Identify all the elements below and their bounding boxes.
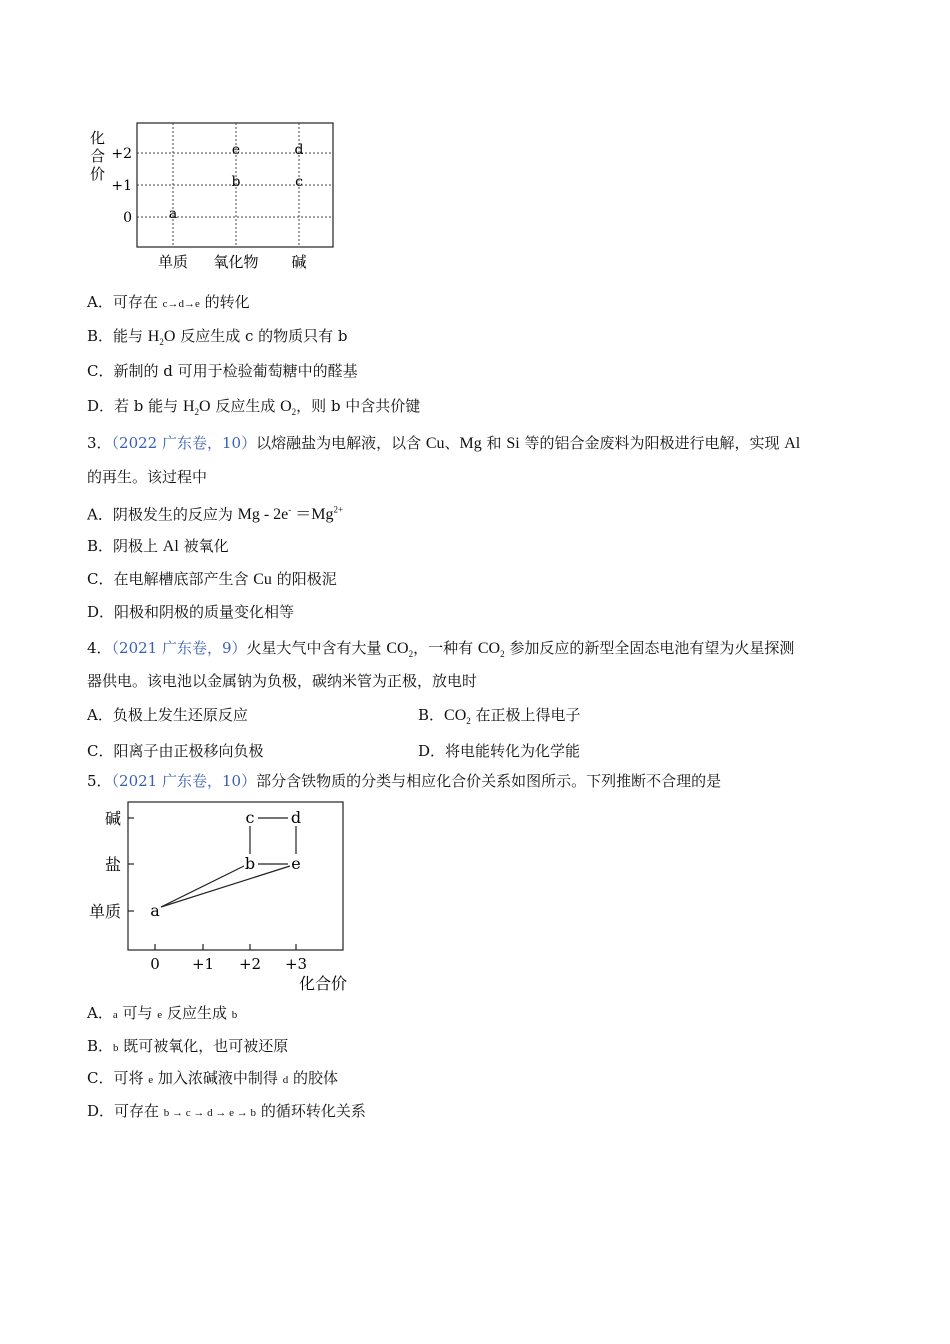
- q2-d-suffix: ，则 b 中含共价键: [296, 397, 421, 415]
- q2-d-mid: 反应生成: [210, 397, 281, 415]
- q4-option-a: A．负极上发生还原反应: [87, 706, 248, 724]
- q5-option-a: [87, 1002, 237, 1026]
- co2-co: CO: [386, 640, 409, 657]
- chart2-xtick: 0: [150, 955, 160, 973]
- valence-chart-2: [85, 798, 375, 998]
- co2-co: CO: [477, 640, 501, 657]
- q3-sep: 、: [444, 434, 460, 452]
- q5-c-p1: C．可将: [87, 1069, 149, 1087]
- q5-a-b: b: [231, 1009, 238, 1021]
- formula-o2: [280, 398, 297, 418]
- q5-option-d: [87, 1100, 366, 1124]
- q3-si: Si: [506, 435, 520, 452]
- q3-cu: Cu: [425, 435, 445, 452]
- q4-b-suffix: 在正极上得电子: [470, 706, 581, 724]
- q4-number: 4．: [87, 639, 112, 657]
- q5-d-chain: b → c → d → e → b: [163, 1107, 257, 1119]
- q5-c-e: e: [148, 1074, 154, 1086]
- chart2-point-a: a: [150, 901, 160, 920]
- eq-sup-2: 2+: [333, 505, 344, 515]
- q5-option-c: [87, 1067, 338, 1091]
- q3-mg: Mg: [459, 435, 482, 452]
- q3-a-prefix: A．阴极发生的反应为: [87, 505, 238, 524]
- h2o-h: H: [147, 328, 160, 345]
- chart1-ytick: +1: [111, 178, 132, 194]
- q5-a-p1: A．: [87, 1004, 113, 1022]
- chart1-ylabel-char-2: 合: [90, 147, 106, 165]
- q2-a-chain: c→d→e: [162, 298, 200, 310]
- q4-option-b: [418, 704, 581, 732]
- q4-b-prefix: B．: [418, 706, 445, 724]
- formula-h2o: [147, 328, 176, 348]
- q2-option-d: [87, 395, 420, 423]
- q4-text-3: 参加反应的新型全固态电池有望为火星探测: [504, 639, 795, 657]
- chart2-point-e: e: [291, 854, 301, 873]
- q5-a-p2: 可与: [117, 1004, 158, 1022]
- q2-option-a: [87, 291, 250, 315]
- q3-text-2: 等的铝合金废料为阳极进行电解，实现: [519, 434, 785, 452]
- co2-co: CO: [444, 707, 467, 724]
- chart1-ylabel-char-3: 价: [90, 165, 106, 183]
- eq-sup-1: -: [288, 505, 292, 515]
- q5-c-p3: 的胶体: [288, 1069, 338, 1087]
- q5-a-e: e: [157, 1009, 163, 1021]
- chart1-ylabel-char-1: 化: [90, 129, 106, 147]
- chart2-frame: [128, 802, 343, 950]
- q3-text-1: 以熔融盐为电解液，以含: [256, 434, 426, 452]
- co2-sub: 2: [408, 649, 414, 660]
- chart1-point-c: c: [295, 174, 303, 190]
- eq-part-1: Mg - 2e: [237, 506, 289, 524]
- q5-b-b: b: [113, 1042, 119, 1054]
- q2-a-prefix: A．可存在: [87, 293, 163, 311]
- q5-c-d: d: [282, 1074, 289, 1086]
- q4-stem-line-1: [87, 637, 794, 665]
- q5-text: 部分含铁物质的分类与相应化合价关系如图所示。下列推断不合理的是: [256, 772, 722, 790]
- chart1-xcat: 单质: [157, 253, 189, 271]
- chart1-ytick: 0: [123, 210, 132, 226]
- q3-stem-line-2: 的再生。该过程中: [87, 468, 208, 486]
- co2-sub: 2: [466, 716, 471, 727]
- chart2-link-a-e: [161, 866, 290, 907]
- chart2-ycat: 单质: [88, 902, 121, 921]
- q5-b-p2: 既可被氧化，也可被还原: [118, 1037, 289, 1055]
- q5-source: （2021 广东卷，10）: [111, 772, 257, 790]
- q4-option-d: D．将电能转化为化学能: [418, 742, 581, 760]
- q3-c-prefix: C．在电解槽底部产生含: [87, 570, 254, 588]
- co2-sub: 2: [500, 649, 505, 660]
- chart2-xtick: +3: [284, 955, 308, 973]
- q5-d-p1: D．可存在: [87, 1102, 164, 1120]
- q5-number: 5．: [87, 772, 112, 790]
- q3-option-c: [87, 568, 337, 591]
- chart2-xlabel: 化合价: [298, 974, 348, 993]
- q5-option-b: [87, 1035, 288, 1059]
- q4-stem-line-2: 器供电。该电池以金属钠为负极，碳纳米管为正极，放电时: [87, 672, 478, 690]
- chart2-point-b: b: [244, 854, 256, 873]
- chart2-point-d: d: [290, 808, 302, 827]
- h2o-sub: 2: [194, 407, 199, 418]
- q5-c-p2: 加入浓碱液中制得: [153, 1069, 283, 1087]
- q3-and: 和: [481, 434, 507, 452]
- chart2-point-c: c: [245, 808, 255, 827]
- q3-al: Al: [784, 435, 801, 452]
- q3-c-cu: Cu: [253, 571, 272, 588]
- chart2-xtick: +1: [191, 955, 215, 973]
- formula-co2: [444, 707, 471, 727]
- formula-h2o: [182, 398, 211, 418]
- formula-co2: [386, 640, 414, 660]
- q4-text-2: ，一种有: [413, 639, 478, 657]
- chart1-point-a: a: [168, 206, 178, 222]
- chart2-ycat: 盐: [104, 855, 121, 874]
- q2-d-prefix: D．若 b 能与: [87, 397, 183, 415]
- h2o-h: H: [182, 398, 195, 415]
- h2o-sub: 2: [159, 337, 164, 348]
- chart1-point-d: d: [294, 142, 304, 158]
- chart1-ytick: +2: [111, 146, 132, 162]
- chart1-point-e: e: [231, 142, 241, 158]
- chart2-ycat: 碱: [104, 809, 121, 828]
- q3-b-al: Al: [162, 538, 179, 555]
- o2-o: O: [280, 398, 292, 415]
- q3-source: （2022 广东卷，10）: [111, 434, 257, 452]
- chart2-link-a-b: [161, 866, 244, 907]
- q3-b-prefix: B．阴极上: [87, 537, 163, 555]
- o2-sub: 2: [291, 407, 297, 418]
- q4-text-1: 火星大气中含有大量: [246, 639, 387, 657]
- eq-part-2: ＝Mg: [291, 506, 334, 524]
- chart2-xtick: +2: [238, 955, 262, 973]
- q5-b-p1: B．: [87, 1037, 114, 1055]
- formula-co2: [477, 640, 505, 660]
- q2-b-suffix: 反应生成 c 的物质只有 b: [175, 327, 348, 345]
- q3-a-equation: [238, 506, 343, 523]
- q2-option-b: [87, 325, 348, 353]
- q2-a-suffix: 的转化: [199, 293, 250, 311]
- q2-b-prefix: B．能与: [87, 327, 148, 345]
- q3-c-suffix: 的阳极泥: [271, 570, 337, 588]
- chart1-xcat: 碱: [291, 253, 307, 271]
- q5-stem: [87, 770, 721, 792]
- q2-option-c: C．新制的 d 可用于检验葡萄糖中的醛基: [87, 362, 358, 380]
- q3-option-d: D．阳极和阴极的质量变化相等: [87, 603, 295, 621]
- chart1-xcat: 氧化物: [213, 253, 259, 271]
- q5-d-p2: 的循环转化关系: [256, 1102, 366, 1120]
- h2o-o: O: [163, 328, 176, 345]
- q5-a-p3: 反应生成: [162, 1004, 232, 1022]
- chart1-point-b: b: [231, 174, 241, 190]
- q3-option-a: [87, 499, 343, 526]
- q4-option-c: C．阳离子由正极移向负极: [87, 742, 264, 760]
- valence-chart-1: [85, 115, 345, 275]
- h2o-o: O: [199, 398, 211, 415]
- q4-source: （2021 广东卷，9）: [111, 639, 247, 657]
- q5-a-a: a: [112, 1009, 118, 1021]
- q3-stem-line-1: [87, 432, 800, 455]
- q3-option-b: [87, 535, 229, 558]
- q3-number: 3．: [87, 434, 112, 452]
- q3-b-suffix: 被氧化: [178, 537, 229, 555]
